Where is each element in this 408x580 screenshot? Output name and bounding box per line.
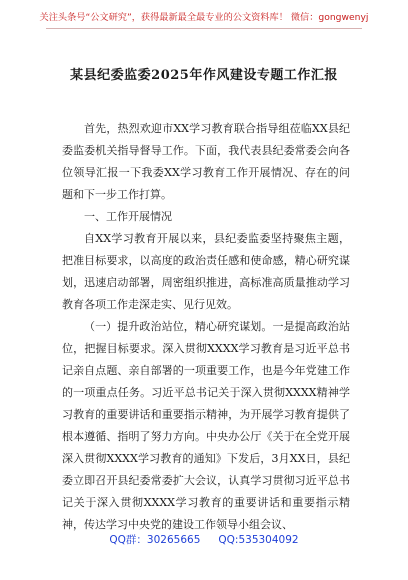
document-title: 某县纪委监委2025年作风建设专题工作汇报 [70,68,338,83]
intro-paragraph: 首先，热烈欢迎市XX学习教育联合指导组莅临XX县纪委监委机关指导督导工作。下面，我代表县纪委常委会向各位领导汇报一下我委XX学习教育工作开展情况、存在的问题和下一步工作打算。 [62,122,350,201]
qq-group-label: QQ群：30265665 [109,534,201,546]
document-body [62,118,350,536]
header-divider [46,28,362,29]
promo-banner: 关注头条号“公文研究”，获得最新最全最专业的公文资料库！ 微信：gongwenyj [39,12,369,23]
section-heading: 一、工作开展情况 [84,210,172,223]
footer-contact [0,533,408,547]
body-paragraph: （一）提升政治站位，精心研究谋划。一是提高政治站位，把握目标要求。深入贯彻XXXX学习教育是习近平总书记亲自点题、亲自部署的一项重要工作，也是今年党建工作的一项重点任务。习近平总书记关于深入贯彻XXXX精神学习教育的重要讲话和重要指示精神，为开展学习教育提供了根本遵循、指明了努力方向。中央办公厅《关于在全党开展深入贯彻XXXX学习教育的通知》下发后，3月XX日，县纪委立即召开县纪委常委扩大会议，认真学习贯彻习近平总书记关于深入贯彻XXXX学习教育的重要讲话和重要指示精神，传达学习中央党的建设工作领导小组会议、 [62,320,350,531]
qq-number-label: QQ:535304092 [218,534,299,546]
body-paragraph: 自XX学习教育开展以来，县纪委监委坚持聚焦主题，把准目标要求，以高度的政治责任感和使命感，精心研究谋划，迅速启动部署，周密组织推进，高标准高质量推动学习教育各项工作走深走实、见行见效。 [62,232,350,311]
